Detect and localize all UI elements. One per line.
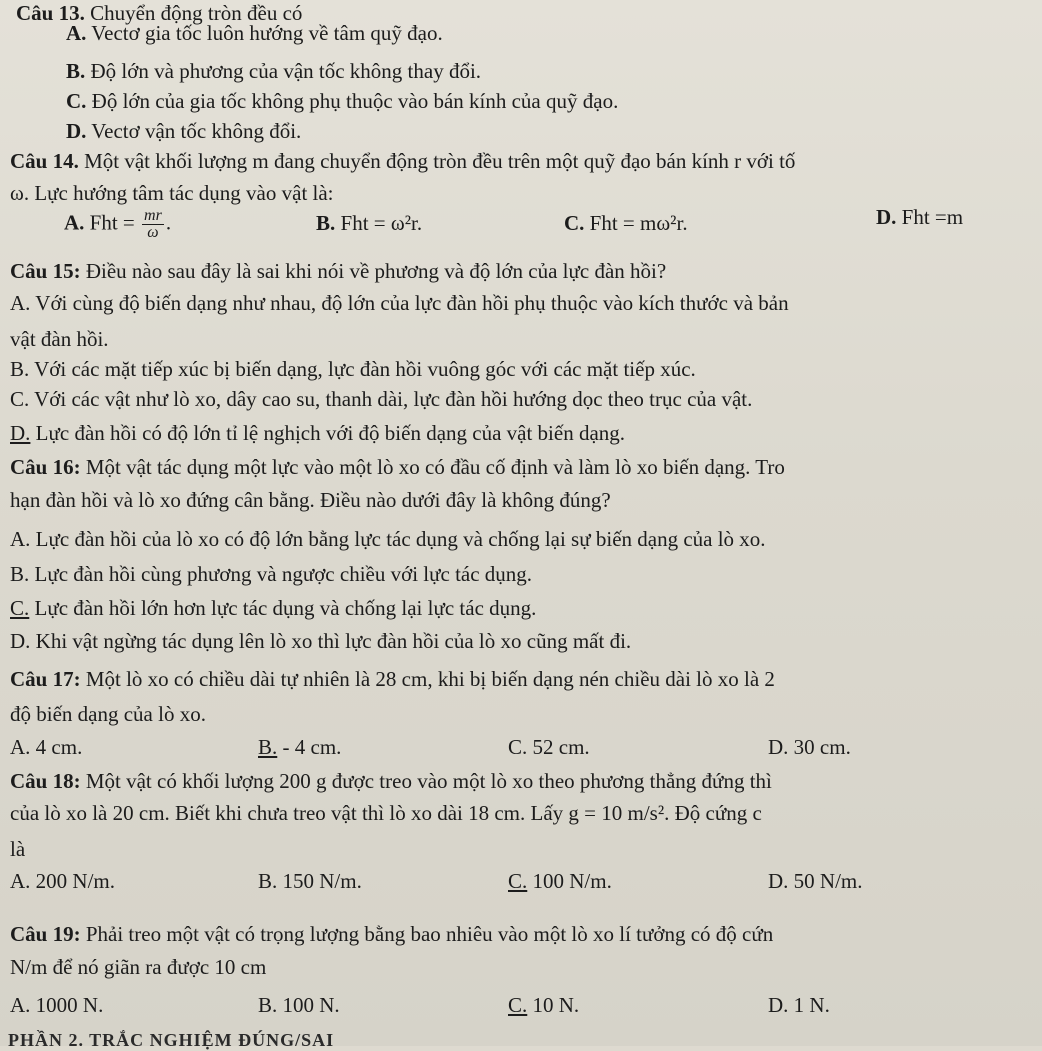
q16-stem-line2: hạn đàn hồi và lò xo đứng cân bằng. Điều nào dưới đây là không đúng?: [10, 488, 611, 512]
q16-stem-line1: Câu 16: Một vật tác dụng một lực vào một lò xo có đầu cố định và làm lò xo biến dạng. Tro: [10, 455, 785, 479]
q14-option-c: C. Fht = mω²r.: [564, 211, 688, 235]
q15-option-a-line2: vật đàn hồi.: [10, 327, 109, 351]
q13-stem-text: Chuyển động tròn đều có: [90, 1, 303, 25]
q16-label: Câu 16:: [10, 455, 81, 479]
q18-stem-line3: là: [10, 837, 26, 861]
q19-option-c: C. 10 N.: [508, 993, 580, 1017]
q17-option-a: A. 4 cm.: [10, 735, 83, 759]
q14-stem-line1: Câu 14. Một vật khối lượng m đang chuyển động tròn đều trên một quỹ đạo bán kính r với tố: [10, 149, 796, 173]
q17-stem-line2: độ biến dạng của lò xo.: [10, 702, 206, 726]
q17-option-c: C. 52 cm.: [508, 735, 590, 759]
q17-option-d: D. 30 cm.: [768, 735, 851, 759]
q19-option-a: A. 1000 N.: [10, 993, 104, 1017]
q13-option-d: D. Vectơ vận tốc không đổi.: [66, 119, 302, 143]
q18-stem-line1: Câu 18: Một vật có khối lượng 200 g được treo vào một lò xo theo phương thẳng đứng thì: [10, 769, 772, 793]
q15-option-b: B. Với các mặt tiếp xúc bị biến dạng, lực đàn hồi vuông góc với các mặt tiếp xúc.: [10, 357, 696, 381]
selected-answer-mark: C.: [508, 993, 528, 1017]
section-heading: PHẦN 2. TRẮC NGHIỆM ĐÚNG/SAI: [8, 1030, 335, 1050]
q13-option-b: B. Độ lớn và phương của vận tốc không thay đổi.: [66, 59, 482, 83]
selected-answer-mark: C.: [10, 596, 30, 620]
q15-stem: Câu 15: Điều nào sau đây là sai khi nói về phương và độ lớn của lực đàn hồi?: [10, 259, 667, 283]
fraction: $\frac{mr}{\omega}$: [144, 207, 162, 241]
q17-label: Câu 17:: [10, 667, 81, 691]
q14-option-d: D. Fht =m: [876, 205, 964, 229]
q15-option-d: D. Lực đàn hồi có độ lớn tỉ lệ nghịch với độ biến dạng của vật biến dạng.: [10, 421, 626, 445]
q18-stem-line2: của lò xo là 20 cm. Biết khi chưa treo vật thì lò xo dài 18 cm. Lấy g = 10 m/s². Độ cứng c: [10, 801, 762, 825]
q18-option-d: D. 50 N/m.: [768, 869, 863, 893]
q19-stem-line2: N/m để nó giãn ra được 10 cm: [10, 955, 267, 979]
q14-label: Câu 14.: [10, 149, 79, 173]
q19-stem-line1: Câu 19: Phải treo một vật có trọng lượng bằng bao nhiêu vào một lò xo lí tưởng có độ cứn: [10, 922, 774, 946]
q15-label: Câu 15:: [10, 259, 81, 283]
selected-answer-mark: D.: [10, 421, 31, 445]
q14-option-a: A. Fht = $\frac{mr}{\omega}$ .: [64, 207, 172, 241]
q18-option-a: A. 200 N/m.: [10, 869, 115, 893]
q13-option-a: A. Vectơ gia tốc luôn hướng về tâm quỹ đạo.: [66, 21, 443, 45]
q16-option-c: C. Lực đàn hồi lớn hơn lực tác dụng và chống lại lực tác dụng.: [10, 596, 537, 620]
q14-option-b: B. Fht = ω²r.: [316, 211, 423, 235]
q17-option-b: B. - 4 cm.: [258, 735, 342, 759]
q19-option-b: B. 100 N.: [258, 993, 340, 1017]
q19-label: Câu 19:: [10, 922, 81, 946]
q15-option-c: C. Với các vật như lò xo, dây cao su, thanh dài, lực đàn hồi hướng dọc theo trục của vật.: [10, 387, 753, 411]
q15-option-a-line1: A. Với cùng độ biến dạng như nhau, độ lớn của lực đàn hồi phụ thuộc vào kích thước và bản: [10, 291, 789, 315]
selected-answer-mark: C.: [508, 869, 528, 893]
q13-label: Câu 13.: [16, 1, 85, 25]
q19-option-d: D. 1 N.: [768, 993, 830, 1017]
q18-label: Câu 18:: [10, 769, 81, 793]
q17-stem-line1: Câu 17: Một lò xo có chiều dài tự nhiên là 28 cm, khi bị biến dạng nén chiều dài lò xo là 2: [10, 667, 775, 691]
q18-option-b: B. 150 N/m.: [258, 869, 362, 893]
q16-option-a: A. Lực đàn hồi của lò xo có độ lớn bằng lực tác dụng và chống lại sự biến dạng của lò xo.: [10, 527, 766, 551]
q14-stem-line2: ω. Lực hướng tâm tác dụng vào vật là:: [10, 181, 334, 205]
q16-option-d: D. Khi vật ngừng tác dụng lên lò xo thì lực đàn hồi của lò xo cũng mất đi.: [10, 629, 632, 653]
q16-option-b: B. Lực đàn hồi cùng phương và ngược chiều với lực tác dụng.: [10, 562, 533, 586]
q13-option-c: C. Độ lớn của gia tốc không phụ thuộc vào bán kính của quỹ đạo.: [66, 89, 619, 113]
selected-answer-mark: B.: [258, 735, 278, 759]
q18-option-c: C. 100 N/m.: [508, 869, 612, 893]
